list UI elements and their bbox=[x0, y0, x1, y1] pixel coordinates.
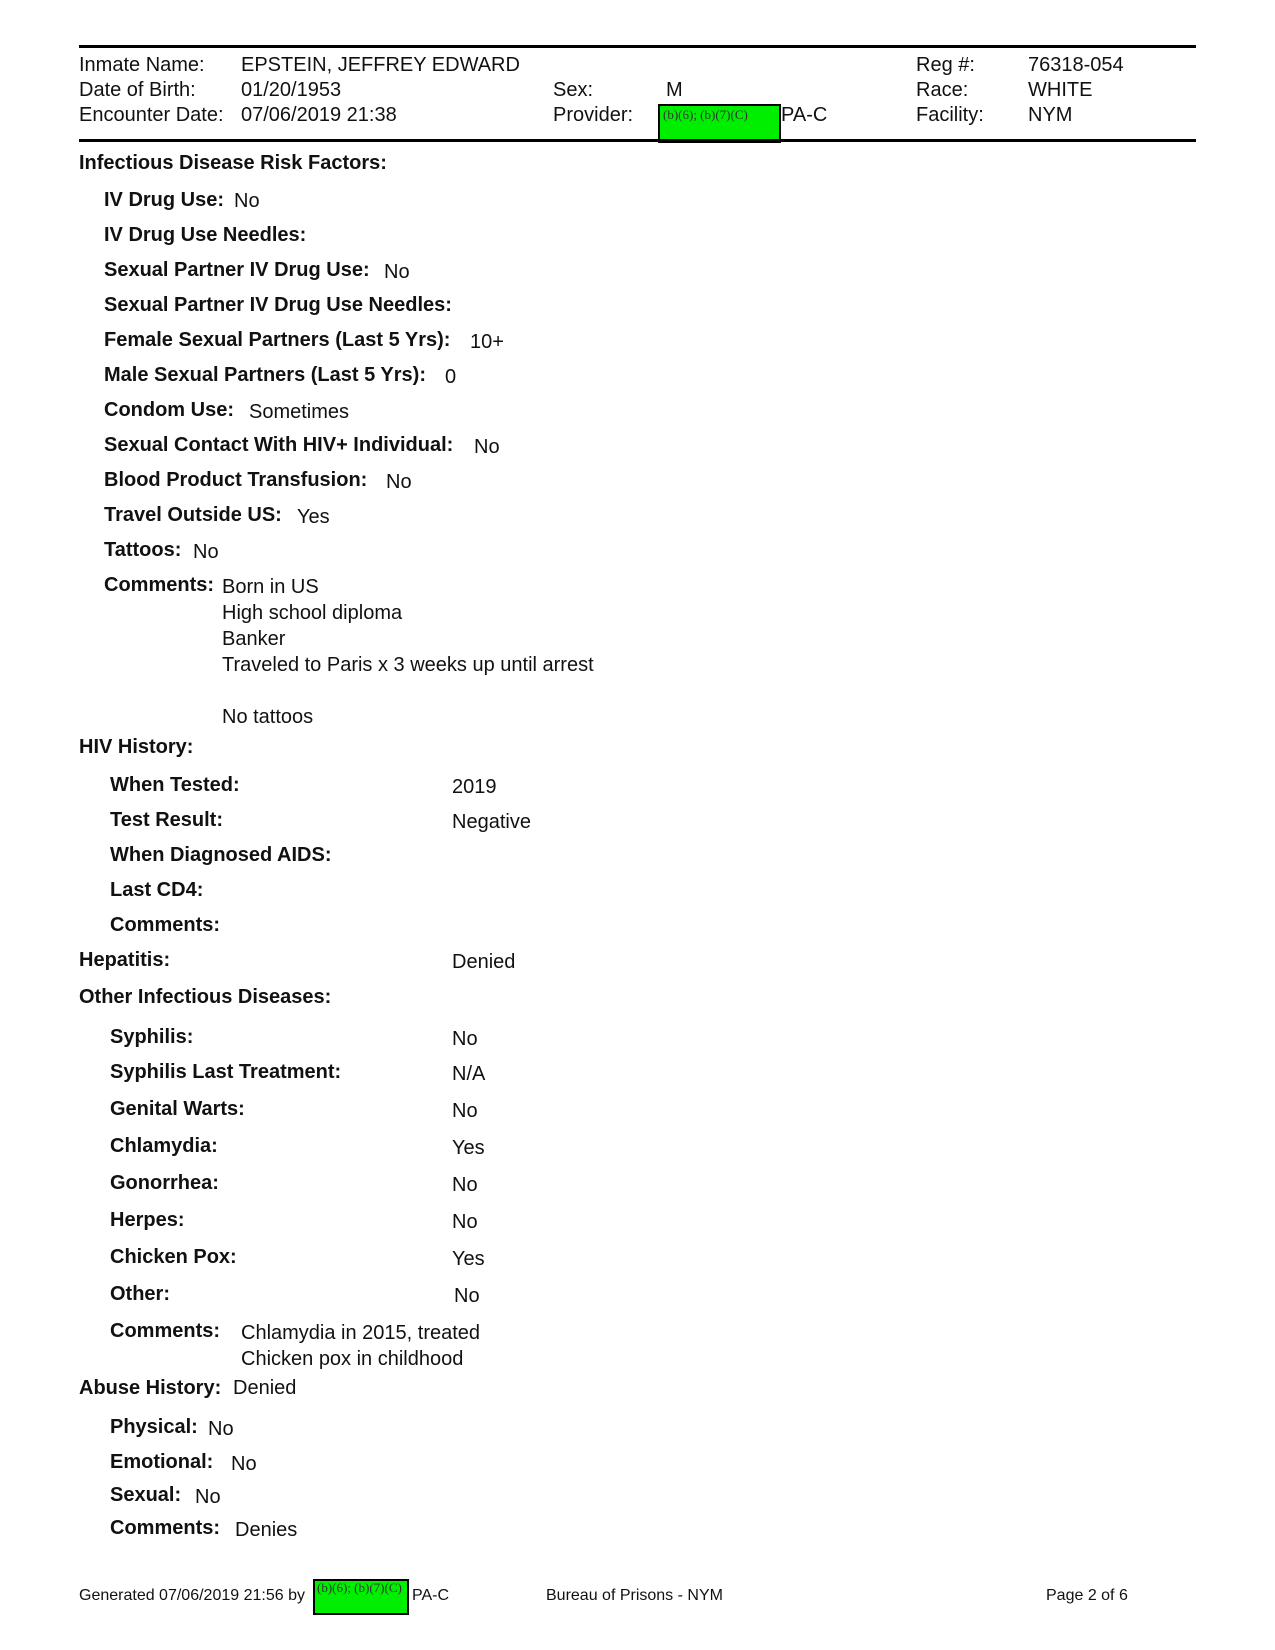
header-bottom-rule bbox=[79, 139, 1196, 142]
tattoos-label: Tattoos: bbox=[104, 539, 182, 561]
genital-warts-value: No bbox=[452, 1100, 478, 1122]
chlamydia-value: Yes bbox=[452, 1137, 485, 1159]
infectious-comments-label: Comments: bbox=[104, 574, 215, 596]
provider-label: Provider: bbox=[553, 104, 634, 126]
other-disease-value: No bbox=[454, 1285, 480, 1307]
hiv-contact-value: No bbox=[474, 436, 500, 458]
infectious-section-title: Infectious Disease Risk Factors: bbox=[79, 152, 387, 174]
condom-use-label: Condom Use: bbox=[104, 399, 234, 421]
syphilis-value: No bbox=[452, 1028, 478, 1050]
sexual-value: No bbox=[195, 1486, 221, 1508]
other-comment-line: Chlamydia in 2015, treated bbox=[241, 1322, 481, 1344]
abuse-comments-value: Denies bbox=[235, 1519, 298, 1541]
encounter-date-label: Encounter Date: bbox=[79, 104, 224, 126]
iv-drug-use-needles-label: IV Drug Use Needles: bbox=[104, 224, 307, 246]
footer-organization: Bureau of Prisons - NYM bbox=[546, 1587, 723, 1604]
chlamydia-label: Chlamydia: bbox=[110, 1135, 218, 1157]
condom-use-value: Sometimes bbox=[249, 401, 350, 423]
abuse-comments-label: Comments: bbox=[110, 1517, 221, 1539]
dob-value: 01/20/1953 bbox=[241, 79, 342, 101]
iv-drug-use-value: No bbox=[234, 190, 260, 212]
race-label: Race: bbox=[916, 79, 969, 101]
abuse-section-title: Abuse History: bbox=[79, 1377, 222, 1399]
partner-iv-label: Sexual Partner IV Drug Use: bbox=[104, 259, 370, 281]
travel-label: Travel Outside US: bbox=[104, 504, 282, 526]
other-diseases-title: Other Infectious Diseases: bbox=[79, 986, 332, 1008]
emotional-value: No bbox=[231, 1453, 257, 1475]
chicken-pox-label: Chicken Pox: bbox=[110, 1246, 237, 1268]
other-comments-label: Comments: bbox=[110, 1320, 221, 1342]
footer-redaction-box bbox=[313, 1579, 409, 1615]
provider-redaction-text: (b)(6); (b)(7)(C) bbox=[663, 107, 748, 122]
chicken-pox-value: Yes bbox=[452, 1248, 485, 1270]
sex-label: Sex: bbox=[553, 79, 594, 101]
provider-redaction-box bbox=[658, 104, 781, 143]
footer-generated: Generated 07/06/2019 21:56 by bbox=[79, 1587, 305, 1604]
hiv-contact-label: Sexual Contact With HIV+ Individual: bbox=[104, 434, 454, 456]
syphilis-label: Syphilis: bbox=[110, 1026, 194, 1048]
physical-label: Physical: bbox=[110, 1416, 198, 1438]
infectious-comment-line: Banker bbox=[222, 628, 286, 650]
gonorrhea-value: No bbox=[452, 1174, 478, 1196]
encounter-date-value: 07/06/2019 21:38 bbox=[241, 104, 397, 126]
abuse-section-value: Denied bbox=[233, 1377, 297, 1399]
iv-drug-use-label: IV Drug Use: bbox=[104, 189, 225, 211]
sex-value: M bbox=[666, 79, 683, 101]
other-comment-line: Chicken pox in childhood bbox=[241, 1348, 464, 1370]
provider-suffix: PA-C bbox=[781, 104, 828, 126]
gonorrhea-label: Gonorrhea: bbox=[110, 1172, 219, 1194]
dob-label: Date of Birth: bbox=[79, 79, 196, 101]
last-cd4-label: Last CD4: bbox=[110, 879, 204, 901]
sexual-label: Sexual: bbox=[110, 1484, 182, 1506]
infectious-comment-line: High school diploma bbox=[222, 602, 403, 624]
female-partners-value: 10+ bbox=[470, 331, 504, 353]
hepatitis-label: Hepatitis: bbox=[79, 949, 171, 971]
herpes-label: Herpes: bbox=[110, 1209, 185, 1231]
when-aids-label: When Diagnosed AIDS: bbox=[110, 844, 332, 866]
infectious-comment-line: Born in US bbox=[222, 576, 319, 598]
reg-value: 76318-054 bbox=[1028, 54, 1124, 76]
transfusion-value: No bbox=[386, 471, 412, 493]
inmate-name-label: Inmate Name: bbox=[79, 54, 205, 76]
test-result-value: Negative bbox=[452, 811, 531, 833]
male-partners-label: Male Sexual Partners (Last 5 Yrs): bbox=[104, 364, 426, 386]
footer-page-number: Page 2 of 6 bbox=[1046, 1587, 1128, 1604]
emotional-label: Emotional: bbox=[110, 1451, 214, 1473]
other-disease-label: Other: bbox=[110, 1283, 170, 1305]
inmate-name-value: EPSTEIN, JEFFREY EDWARD bbox=[241, 54, 520, 76]
test-result-label: Test Result: bbox=[110, 809, 223, 831]
infectious-comment-line: Traveled to Paris x 3 weeks up until arrest bbox=[222, 654, 594, 676]
when-tested-value: 2019 bbox=[452, 776, 497, 798]
footer-suffix: PA-C bbox=[412, 1587, 450, 1604]
physical-value: No bbox=[208, 1418, 234, 1440]
genital-warts-label: Genital Warts: bbox=[110, 1098, 245, 1120]
syphilis-treatment-label: Syphilis Last Treatment: bbox=[110, 1061, 342, 1083]
hepatitis-value: Denied bbox=[452, 951, 516, 973]
male-partners-value: 0 bbox=[445, 366, 457, 388]
facility-value: NYM bbox=[1028, 104, 1073, 126]
female-partners-label: Female Sexual Partners (Last 5 Yrs): bbox=[104, 329, 451, 351]
hiv-comments-label: Comments: bbox=[110, 914, 221, 936]
footer-redaction-text: (b)(6); (b)(7)(C) bbox=[317, 1580, 402, 1595]
partner-iv-needles-label: Sexual Partner IV Drug Use Needles: bbox=[104, 294, 452, 316]
herpes-value: No bbox=[452, 1211, 478, 1233]
hiv-section-title: HIV History: bbox=[79, 736, 194, 758]
tattoos-value: No bbox=[193, 541, 219, 563]
facility-label: Facility: bbox=[916, 104, 984, 126]
syphilis-treatment-value: N/A bbox=[452, 1063, 486, 1085]
race-value: WHITE bbox=[1028, 79, 1093, 101]
partner-iv-value: No bbox=[384, 261, 410, 283]
when-tested-label: When Tested: bbox=[110, 774, 240, 796]
infectious-comment-line: No tattoos bbox=[222, 706, 314, 728]
header-top-rule bbox=[79, 45, 1196, 48]
transfusion-label: Blood Product Transfusion: bbox=[104, 469, 368, 491]
travel-value: Yes bbox=[297, 506, 330, 528]
reg-label: Reg #: bbox=[916, 54, 975, 76]
